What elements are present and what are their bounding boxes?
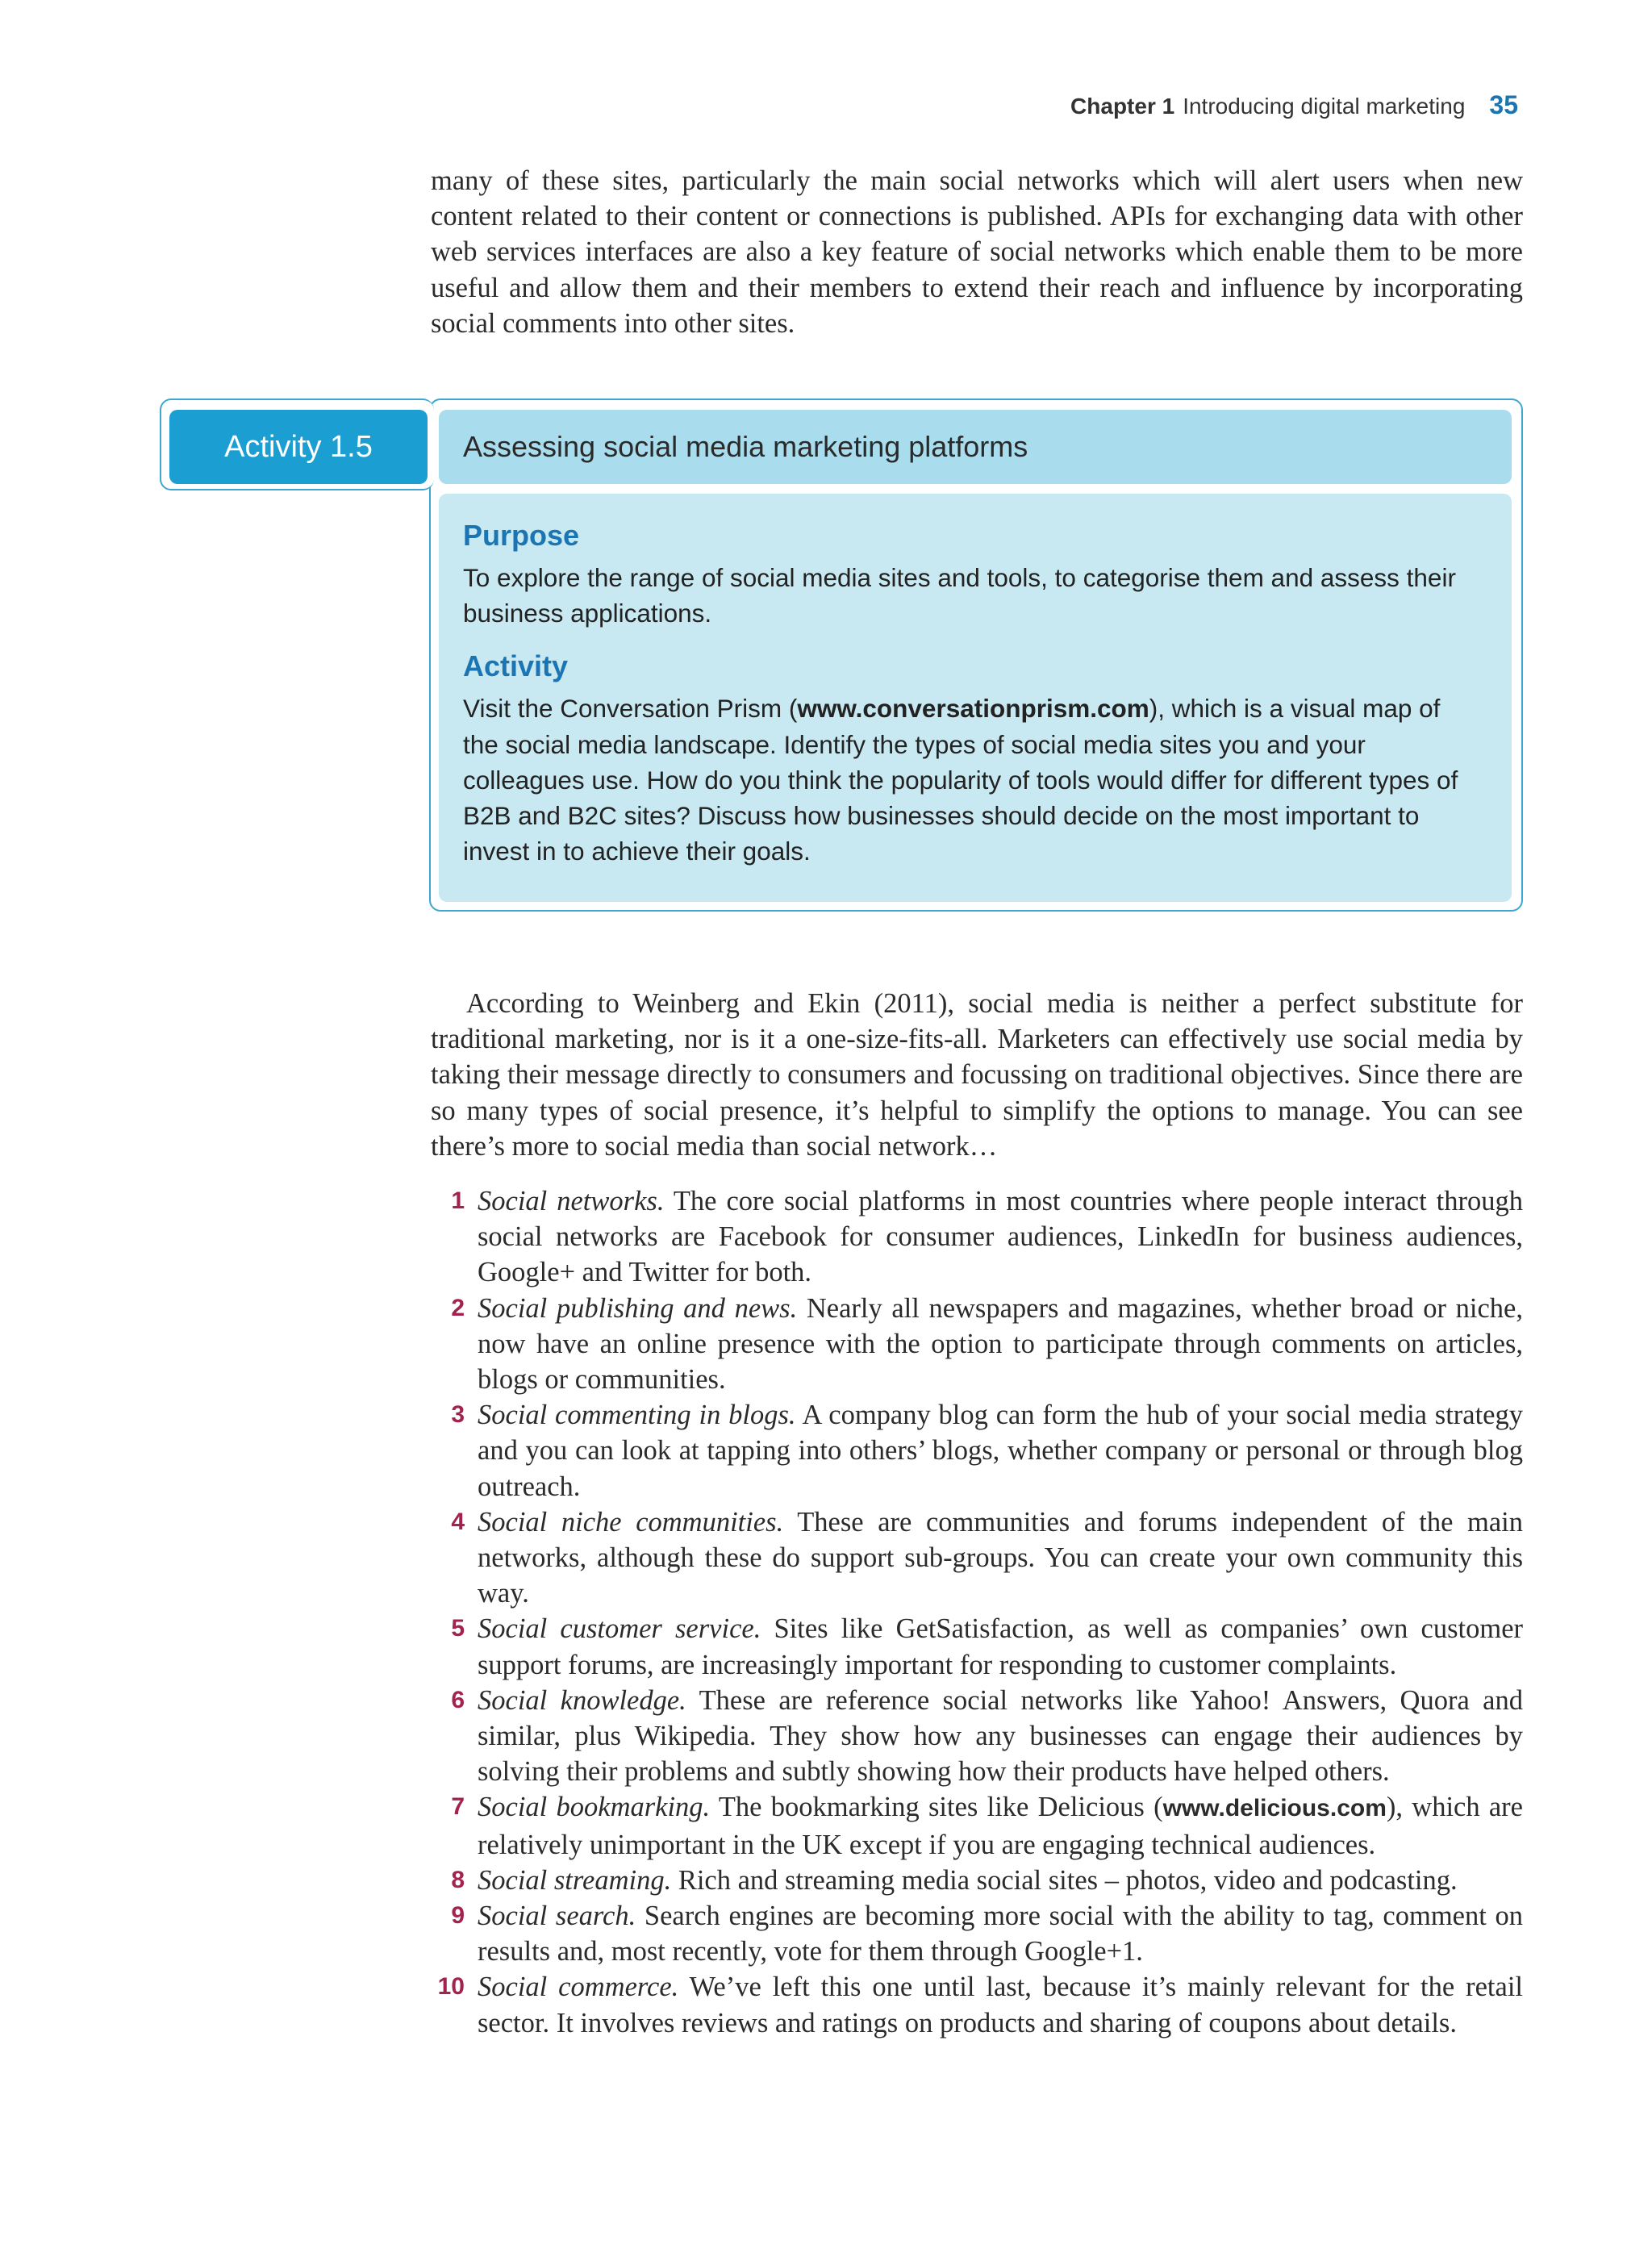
list-item-text: The core social platforms in most countries where people interact through social networks are Facebook for consumer audiences, LinkedIn for business audiences, Google+ and Twitter for both. [478,1186,1523,1288]
list-item-text: These are communities and forums independent of the main networks, although these do support sub-groups. You can create your own community this way. [478,1506,1523,1609]
list-item [431,1898,1523,1969]
activity-text-before: Visit the Conversation Prism ( [463,694,798,724]
list-item-text: These are reference social networks like Yahoo! Answers, Quora and similar, plus Wikipedia. They show how any businesses can engage their audiences by solving their problems and subtly showing how their products have helped others. [478,1684,1523,1788]
list-item-number: 2 [451,1294,465,1321]
list-item-term: Social streaming. [478,1864,672,1896]
list-item-text: We’ve left this one until last, because it’s mainly relevant for the retail sector. It involves reviews and ratings on products and sharing of coupons about details. [478,1972,1523,2038]
chapter-title: Introducing digital marketing [1183,94,1466,119]
list-item-term: Social customer service. [478,1613,761,1645]
list-item-term: Social commenting in blogs. [478,1400,796,1431]
purpose-heading: Purpose [463,519,580,552]
activity-tab-label: Activity 1.5 [169,410,428,484]
list-item-text: Sites like GetSatisfaction, as well as companies’ own customer support forums, are increasingly important for responding to customer complaints. [478,1613,1523,1680]
activity-title: Assessing social media marketing platforms [439,410,1512,484]
list-item-term: Social search. [478,1901,636,1932]
list-item-number: 5 [451,1615,465,1642]
activity-text-after: ), which is a visual map of the social media landscape. Identify the types of social media sites you and your colleagues use. How do you think the popularity of tools would differ for different types of B2B and B2C sites? Discuss how businesses should decide on the most important to invest in to achieve their goals. [463,694,1458,866]
list-item-number: 10 [437,1973,465,2001]
purpose-text: To explore the range of social media sites and tools, to categorise them and assess their business applications. [463,563,1456,628]
list-item [431,1789,1523,1862]
list-item-text: Rich and streaming media social sites – photos, video and podcasting. [671,1864,1458,1896]
list-item-text-before: The bookmarking sites like Delicious ( [710,1792,1163,1823]
page-number: 35 [1489,90,1518,119]
list-item [431,1504,1523,1612]
list-item-number: 9 [451,1902,465,1930]
chapter-label: Chapter 1 [1070,94,1175,119]
list-item [431,1969,1523,2040]
delicious-link[interactable]: www.delicious.com [1162,1795,1387,1822]
social-media-types-list [431,1183,1523,2041]
list-item-text: Search engines are becoming more social with the ability to tag, comment on results and, most recently, vote for them through Google+1. [478,1901,1523,1968]
body-paragraph: According to Weinberg and Ekin (2011), social media is neither a perfect substitute for traditional marketing, nor is it a one-size-fits-all. Marketers can effectively use social media by taking their message directly to consumers and focussing on traditional objectives. Since there are so many types of social presence, it’s helpful to simplify the options to manage. You can see there’s more to social media than social network… [431,988,1523,1162]
list-item [431,1611,1523,1682]
list-item-term: Social bookmarking. [478,1792,711,1823]
activity-heading: Activity [463,649,569,683]
list-item [431,1183,1523,1291]
conversation-prism-link[interactable]: www.conversationprism.com [797,694,1149,724]
list-item-term: Social niche communities. [478,1506,784,1538]
list-item [431,1397,1523,1504]
list-item-text: A company blog can form the hub of your social media strategy and you can look at tapping into others’ blogs, whether company or personal or through blog outreach. [478,1400,1523,1502]
list-item-text: Nearly all newspapers and magazines, whether broad or niche, now have an online presence with the option to participate through comments on articles, blogs or communities. [478,1292,1523,1396]
list-item [431,1683,1523,1790]
list-item-term: Social knowledge. [478,1684,686,1716]
list-item-number: 1 [451,1187,465,1214]
activity-text [463,691,1479,869]
list-item-term: Social commerce. [478,1972,679,2003]
activity-body [439,494,1512,902]
running-header [1070,90,1518,120]
intro-paragraph: many of these sites, particularly the main social networks which will alert users when new content related to their content or connections is published. APIs for exchanging data with other web services interfaces are also a key feature of social networks which enable them to be more useful and allow them and their members to extend their reach and influence by incorporating social comments into other sites. [431,165,1523,339]
list-item-text-after: ), which are relatively unimportant in the UK except if you are engaging technical audiences. [478,1792,1523,1860]
list-item [431,1863,1523,1898]
list-item [431,1291,1523,1398]
list-item-term: Social publishing and news. [478,1292,798,1324]
list-item-number: 7 [451,1793,465,1821]
list-item-term: Social networks. [478,1186,665,1216]
list-item-number: 4 [451,1508,465,1535]
list-item-number: 6 [451,1686,465,1713]
list-item-number: 3 [451,1401,465,1429]
list-item-number: 8 [451,1866,465,1893]
